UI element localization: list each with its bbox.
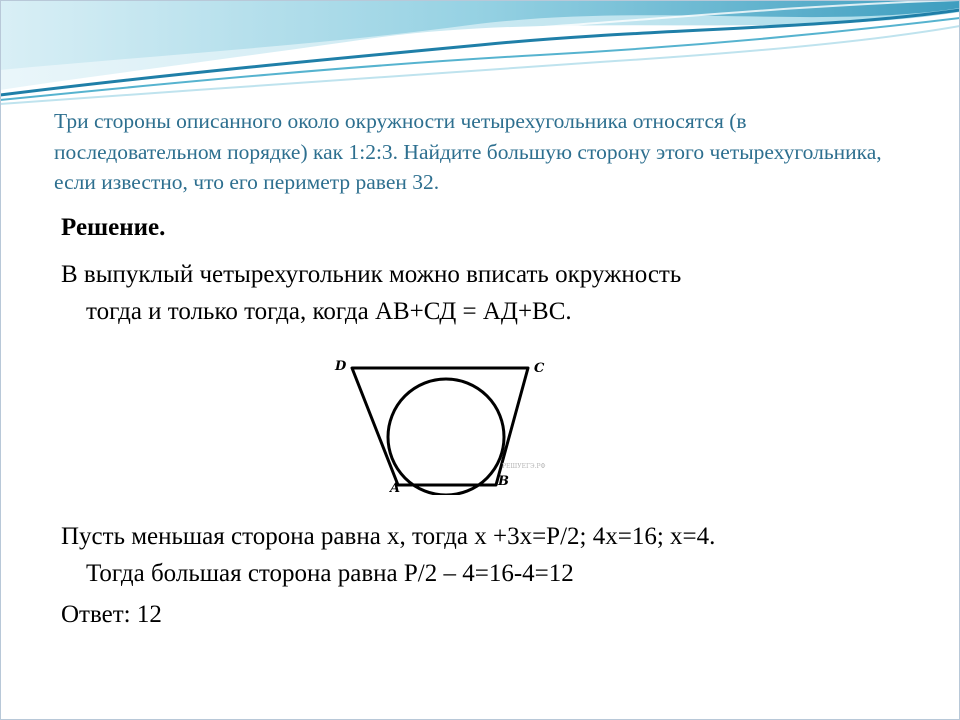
problem-statement: Три стороны описанного около окружности четырехугольника относятся (в последовательном порядке) как 1:2:3. Найдите большую сторону этого четырехугольника, если известно, что его периметр равен 32.	[54, 109, 882, 194]
vertex-label-a: A	[390, 481, 401, 495]
answer-text: Ответ: 12	[61, 601, 162, 628]
solution-paragraph-1-line-1: В выпуклый четырехугольник можно вписать окружность	[61, 261, 682, 288]
vertex-label-c: C	[534, 361, 545, 376]
solution-heading: Решение.	[61, 214, 166, 241]
solution-paragraph-1-line-2: тогда и только тогда, когда АВ+СД = АД+ВС.	[86, 298, 572, 325]
solution-paragraph-2-line-2: Тогда большая сторона равна P/2 – 4=16-4=12	[86, 560, 574, 587]
vertex-label-d: D	[335, 359, 347, 374]
vertex-label-b: B	[498, 474, 509, 489]
solution-paragraph-2-line-1: Пусть меньшая сторона равна x, тогда x +3x=P/2; 4x=16; x=4.	[61, 523, 716, 550]
figure-watermark: РЕШУЕГЭ.РФ	[502, 463, 546, 470]
